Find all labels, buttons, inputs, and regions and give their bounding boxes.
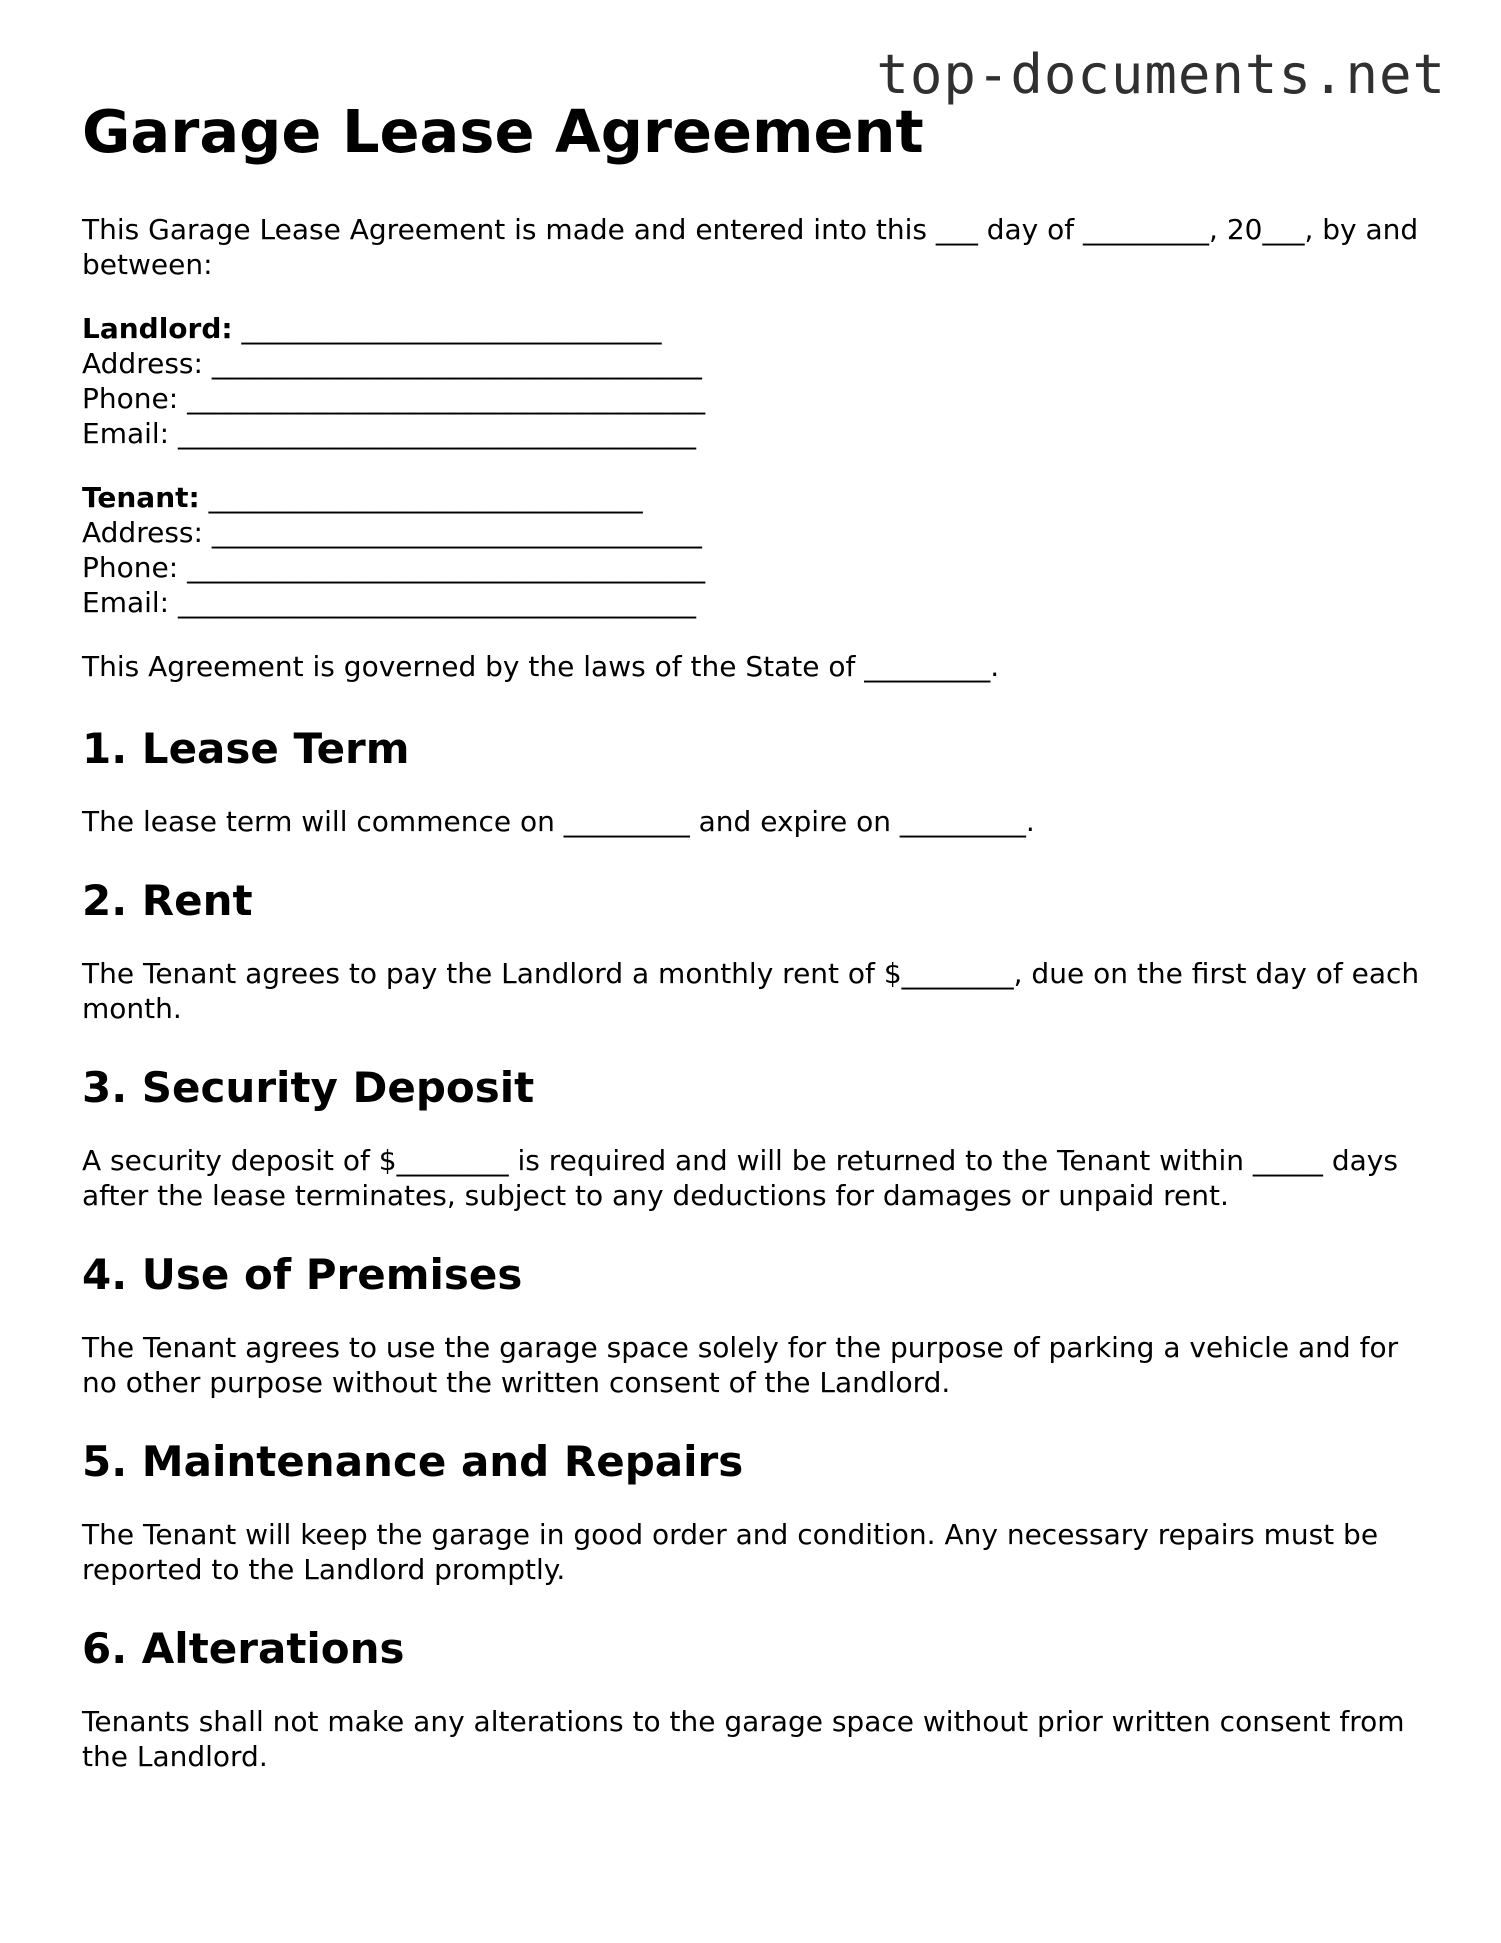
tenant-email-line: Email: _____________________________________ — [82, 586, 697, 619]
section-body-maintenance: The Tenant will keep the garage in good order and condition. Any necessary repairs must be reported to the Landlord promptly. — [82, 1518, 1379, 1586]
landlord-address-line: Address: ___________________________________ — [82, 347, 702, 380]
tenant-name-line — [82, 480, 1422, 515]
section-body-use-of-premises: The Tenant agrees to use the garage space solely for the purpose of parking a vehicle and for no other purpose without the written consent of the Landlord. — [82, 1331, 1399, 1399]
intro-paragraph: This Garage Lease Agreement is made and entered into this ___ day of _________, 20___, by and between: — [82, 213, 1419, 281]
section-body-security-deposit: A security deposit of $________ is required and will be returned to the Tenant within _____ days after the lease terminates, subject to any deductions for damages or unpaid rent. — [82, 1144, 1398, 1212]
section-heading-lease-term: 1. Lease Term — [82, 724, 410, 773]
tenant-block — [82, 480, 1422, 620]
landlord-name-line — [82, 311, 1422, 346]
section-body-lease-term: The lease term will commence on _________ and expire on _________. — [82, 805, 1035, 838]
tenant-address-line: Address: ___________________________________ — [82, 516, 702, 549]
section-heading-maintenance: 5. Maintenance and Repairs — [82, 1437, 744, 1486]
landlord-phone-line: Phone: _____________________________________ — [82, 382, 706, 415]
section-heading-rent: 2. Rent — [82, 876, 253, 925]
section-body-rent: The Tenant agrees to pay the Landlord a monthly rent of $________, due on the first day of each month. — [82, 957, 1420, 1025]
watermark: top-documents.net — [876, 43, 1446, 106]
tenant-phone-line: Phone: _____________________________________ — [82, 551, 706, 584]
section-heading-alterations: 6. Alterations — [82, 1624, 405, 1673]
tenant-label: Tenant: — [82, 481, 200, 514]
document-body — [82, 212, 1422, 1811]
tenant-name-blank: _______________________________ — [199, 481, 643, 514]
section-heading-security-deposit: 3. Security Deposit — [82, 1063, 535, 1112]
landlord-email-line: Email: _____________________________________ — [82, 417, 697, 450]
landlord-name-blank: ______________________________ — [232, 312, 662, 345]
section-body-alterations: Tenants shall not make any alterations to the garage space without prior written consent from the Landlord. — [82, 1705, 1405, 1773]
landlord-label: Landlord: — [82, 312, 233, 345]
governing-law-paragraph: This Agreement is governed by the laws of the State of _________. — [82, 650, 1000, 683]
section-heading-use-of-premises: 4. Use of Premises — [82, 1250, 523, 1299]
landlord-block — [82, 311, 1422, 451]
page-title: Garage Lease Agreement — [82, 97, 924, 166]
